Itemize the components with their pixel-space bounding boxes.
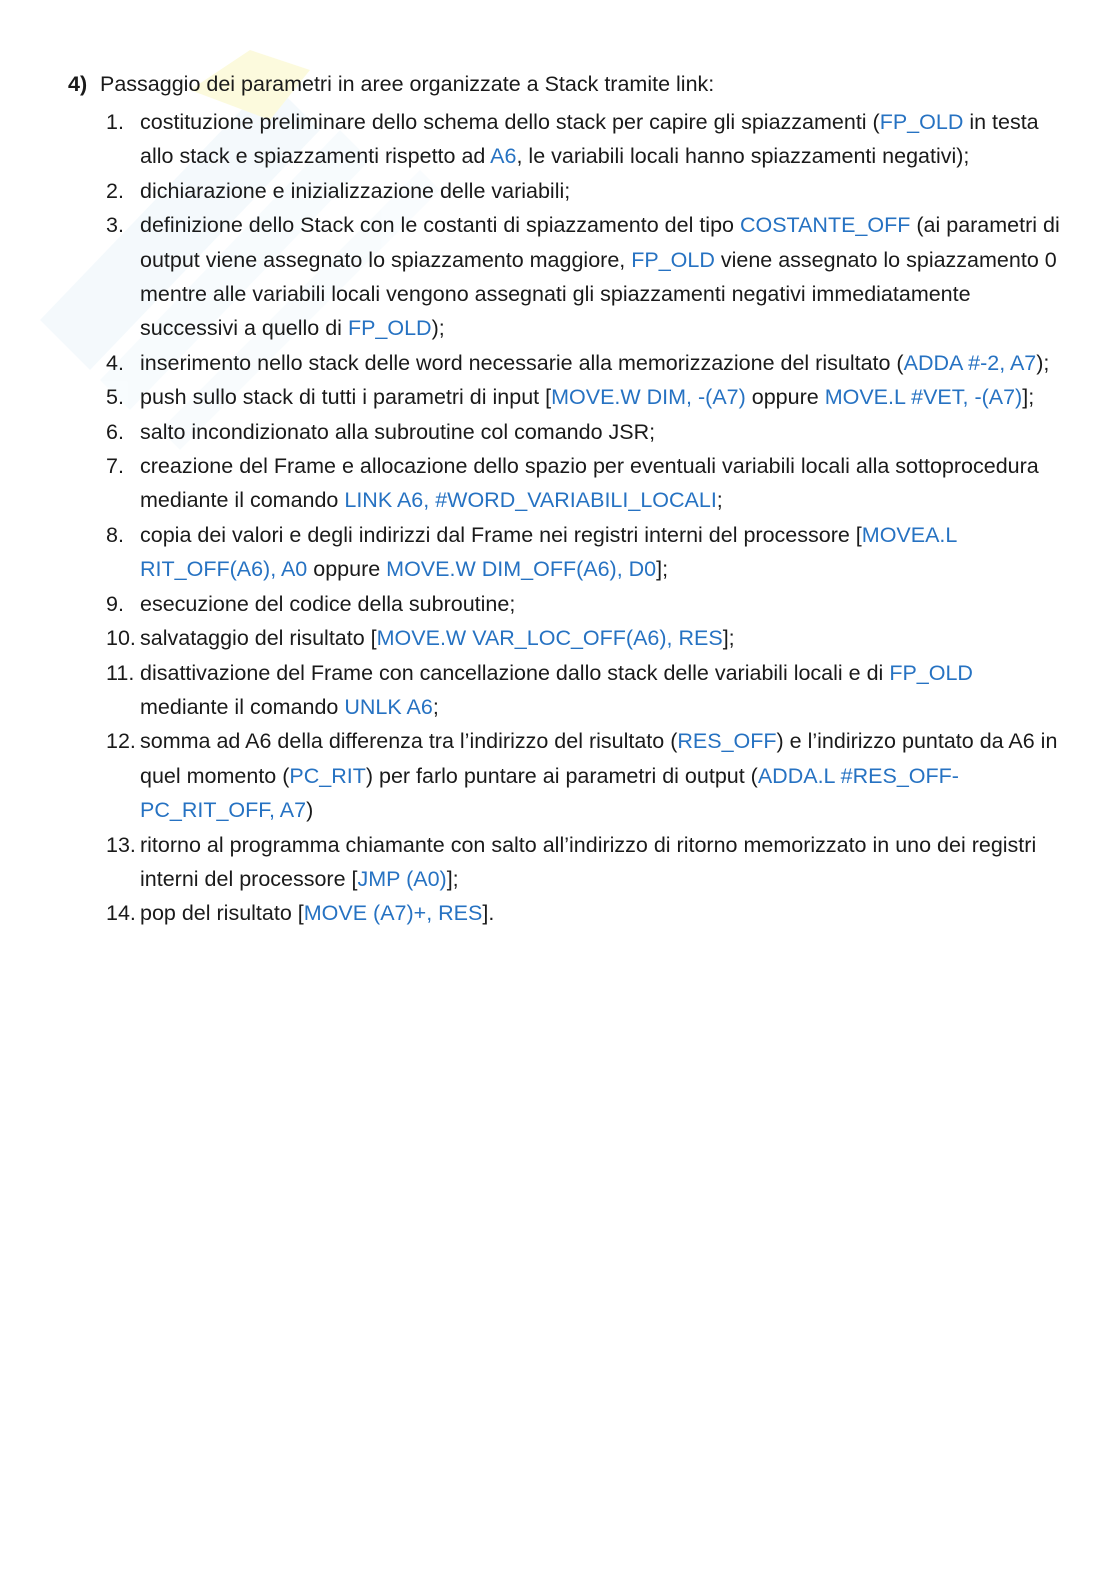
step-number: 7. <box>106 454 124 479</box>
step-text: ; <box>432 694 439 719</box>
step-text: somma ad A6 della differenza tra l’indirizzo del risultato ( <box>140 729 678 754</box>
step-number: 9. <box>106 591 124 616</box>
step-code: FP_OLD <box>889 660 973 685</box>
step-text: ]; <box>446 866 459 891</box>
step-text: creazione del Frame e allocazione dello spazio per eventuali variabili locali alla sottoprocedura mediante il comando <box>140 454 1039 513</box>
step-text: (ai parametri di output viene assegnato lo spiazzamento maggiore, <box>140 213 1060 272</box>
step-text: dichiarazione e inizializzazione delle variabili; <box>140 178 571 203</box>
step-number: 8. <box>106 522 124 547</box>
step-item <box>106 621 1066 655</box>
step-text: oppure <box>745 385 825 410</box>
step-text: ]. <box>482 901 495 926</box>
step-number: 3. <box>106 213 124 238</box>
step-item <box>106 896 1066 930</box>
step-item <box>106 346 1066 380</box>
step-item <box>106 208 1066 346</box>
step-text: ) per farlo puntare ai parametri di output ( <box>365 763 758 788</box>
step-text: ]; <box>722 626 735 651</box>
step-code: MOVEA.L RIT_OFF(A6), A0 <box>140 522 957 582</box>
step-code: ADDA #-2, A7 <box>903 350 1037 375</box>
step-text: , le variabili locali hanno spiazzamenti negativi); <box>516 144 970 169</box>
section-heading <box>68 70 714 98</box>
step-code: ADDA.L #RES_OFF-PC_RIT_OFF, A7 <box>140 763 959 823</box>
step-text: salvataggio del risultato [ <box>140 626 377 651</box>
step-code: A6 <box>490 144 517 169</box>
step-code: MOVE.W VAR_LOC_OFF(A6), RES <box>376 626 723 651</box>
step-text: esecuzione del codice della subroutine; <box>140 591 516 616</box>
step-code: FP_OLD <box>347 316 432 341</box>
step-number: 2. <box>106 178 124 203</box>
step-text: viene assegnato lo spiazzamento 0 mentre alle variabili locali vengono assegnati gli spiazzamenti negativi immediatamente successivi a quello di <box>140 247 1057 341</box>
step-text: disattivazione del Frame con cancellazione dallo stack delle variabili locali e di <box>140 660 890 685</box>
step-text: ) <box>306 798 314 823</box>
step-number: 14. <box>106 901 136 926</box>
step-code: FP_OLD <box>879 110 964 134</box>
step-text: in testa allo stack e spiazzamenti rispetto ad <box>140 110 1039 169</box>
step-number: 4. <box>106 350 124 375</box>
step-text: ); <box>431 316 445 341</box>
step-text: ); <box>1036 350 1050 375</box>
step-text: costituzione preliminare dello schema dello stack per capire gli spiazzamenti ( <box>140 110 880 134</box>
step-text: mediante il comando <box>140 694 345 719</box>
step-code: FP_OLD <box>631 247 715 272</box>
step-text: ]; <box>656 557 669 582</box>
step-code: MOVE.L #VET, -(A7) <box>824 385 1023 410</box>
step-number: 12. <box>106 729 136 754</box>
step-code: MOVE.W DIM, -(A7) <box>551 385 746 410</box>
step-number: 13. <box>106 832 136 857</box>
step-text: salto incondizionato alla subroutine col comando JSR; <box>140 419 656 444</box>
step-text: ]; <box>1022 385 1035 410</box>
step-number: 11. <box>106 660 135 685</box>
section-number: 4) <box>68 72 88 96</box>
step-text: definizione dello Stack con le costanti di spiazzamento del tipo <box>140 213 740 238</box>
step-text: ; <box>716 488 723 513</box>
step-item <box>106 828 1066 897</box>
section-title: Passaggio dei parametri in aree organizzate a Stack tramite link: <box>100 72 715 96</box>
step-text: pop del risultato [ <box>140 901 304 926</box>
step-code: COSTANTE_OFF <box>739 213 911 238</box>
step-item <box>106 518 1066 587</box>
step-text: ) e l’indirizzo puntato da A6 in quel momento ( <box>140 729 1058 788</box>
step-item <box>106 415 1066 449</box>
step-number: 5. <box>106 385 124 410</box>
step-code: UNLK A6 <box>344 694 433 719</box>
step-code: JMP (A0) <box>357 866 447 891</box>
step-code: LINK A6, #WORD_VARIABILI_LOCALI <box>344 488 717 513</box>
step-code: MOVE (A7)+, RES <box>303 901 483 926</box>
step-item <box>106 105 1066 174</box>
step-text: push sullo stack di tutti i parametri di input [ <box>140 385 552 410</box>
step-item <box>106 174 1066 208</box>
step-code: RES_OFF <box>677 729 777 754</box>
step-code: MOVE.W DIM_OFF(A6), D0 <box>386 557 657 582</box>
step-item <box>106 380 1066 414</box>
step-item <box>106 449 1066 518</box>
step-text: inserimento nello stack delle word necessarie alla memorizzazione del risultato ( <box>140 350 904 375</box>
step-number: 10. <box>106 626 136 651</box>
step-item <box>106 587 1066 621</box>
step-item <box>106 724 1066 827</box>
step-code: PC_RIT <box>289 763 366 788</box>
step-number: 6. <box>106 419 124 444</box>
step-text: ritorno al programma chiamante con salto all’indirizzo di ritorno memorizzato in uno dei registri interni del processore [ <box>140 832 1037 891</box>
step-item <box>106 656 1066 725</box>
step-text: copia dei valori e degli indirizzi dal Frame nei registri interni del processore [ <box>140 522 862 547</box>
step-number: 1. <box>106 110 124 134</box>
step-text: oppure <box>307 557 387 582</box>
procedure-step-list <box>106 105 1066 931</box>
